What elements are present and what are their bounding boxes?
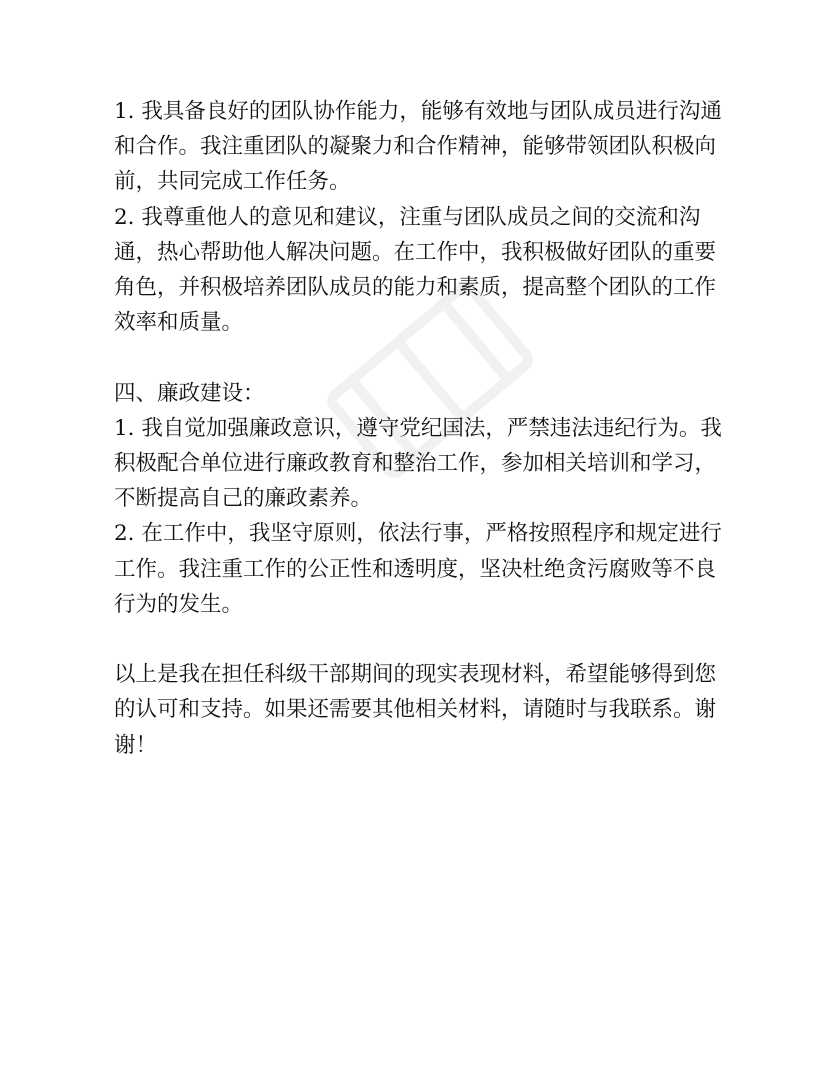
paragraph-gap [114, 340, 724, 375]
section4-heading: 四、廉政建设： [114, 380, 265, 406]
section3-item2: 2. 我尊重他人的意见和建议，注重与团队成员之间的交流和沟通，热心帮助他人解决问题。在工作中，我积极做好团队的重要角色，并积极培养团队成员的能力和素质，提高整个团队的工作效率和质量。 [114, 204, 717, 336]
closing-paragraph: 以上是我在担任科级干部期间的现实表现材料，希望能够得到您的认可和支持。如果还需要其他相关材料，请随时与我联系。谢谢！ [114, 662, 717, 758]
section4-item2: 2. 在工作中，我坚守原则，依法行事，严格按照程序和规定进行工作。我注重工作的公正性和透明度，坚决杜绝贪污腐败等不良行为的发生。 [114, 521, 722, 617]
paragraph-gap [114, 622, 724, 657]
document-body [114, 94, 724, 763]
section3-item1: 1. 我具备良好的团队协作能力，能够有效地与团队成员进行沟通和合作。我注重团队的凝聚力和合作精神，能够带领团队积极向前，共同完成工作任务。 [114, 99, 722, 195]
section4-item1: 1. 我自觉加强廉政意识，遵守党纪国法，严禁违法违纪行为。我积极配合单位进行廉政教育和整治工作，参加相关培训和学习，不断提高自己的廉政素养。 [114, 415, 722, 512]
